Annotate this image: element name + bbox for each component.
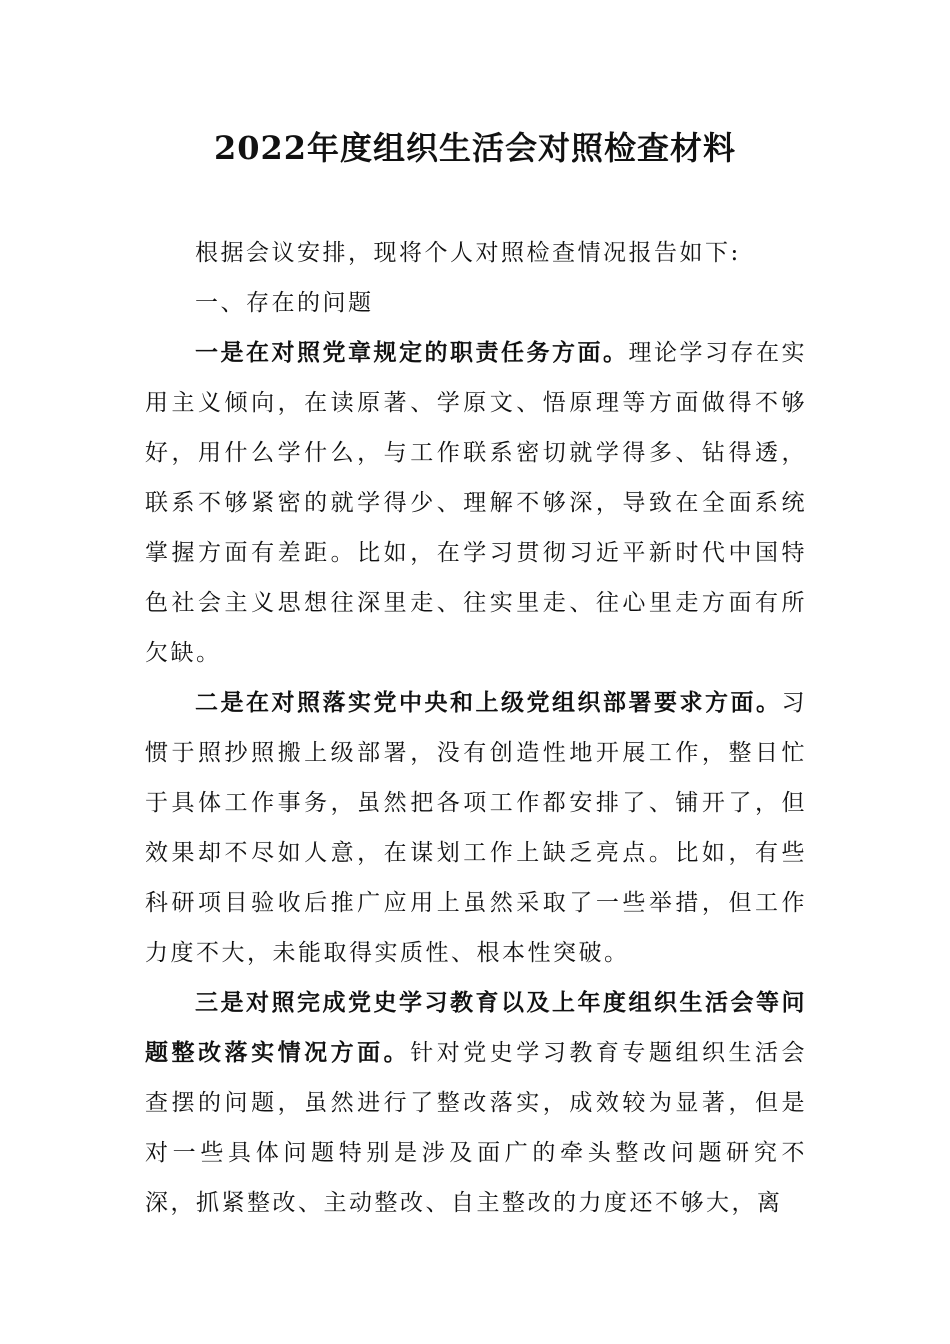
problem-item-2 (145, 678, 807, 978)
problem-item-3-text: 针对党史学习教育专题组织生活会查摆的问题，虽然进行了整改落实，成效较为显著，但是对一些具体问题特别是涉及面广的牵头整改问题研究不深，抓紧整改、主动整改、自主整改的力度还不够大，离 (145, 1040, 808, 1216)
problem-item-2-text: 习惯于照抄照搬上级部署，没有创造性地开展工作，整日忙于具体工作事务，虽然把各项工作都安排了、铺开了，但效果却不尽如人意，在谋划工作上缺乏亮点。比如，有些科研项目验收后推广应用上虽然采取了一些举措，但工作力度不大，未能取得实质性、根本性突破。 (145, 690, 807, 966)
problem-item-3 (145, 978, 807, 1228)
problem-item-1-text: 理论学习存在实用主义倾向，在读原著、学原文、悟原理等方面做得不够好，用什么学什么，与工作联系密切就学得多、钻得透，联系不够紧密的就学得少、理解不够深，导致在全面系统掌握方面有差距。比如，在学习贯彻习近平新时代中国特色社会主义思想往深里走、往实里走、往心里走方面有所欠缺。 (145, 340, 807, 666)
section-heading: 一、存在的问题 (195, 290, 374, 316)
document-title: 2022年度组织生活会对照检查材料 (213, 129, 737, 167)
problem-item-1-lead: 一是在对照党章规定的职责任务方面。 (195, 339, 629, 366)
problem-item-3-lead: 三是对照完成党史学习教育以及上年度组织生活会等问题整改落实情况方面。 (145, 989, 807, 1066)
intro-paragraph: 根据会议安排，现将个人对照检查情况报告如下: (195, 240, 741, 266)
document-body (145, 228, 807, 1228)
problem-item-2-lead: 二是在对照落实党中央和上级党组织部署要求方面。 (195, 689, 782, 716)
problem-item-1 (145, 328, 807, 678)
